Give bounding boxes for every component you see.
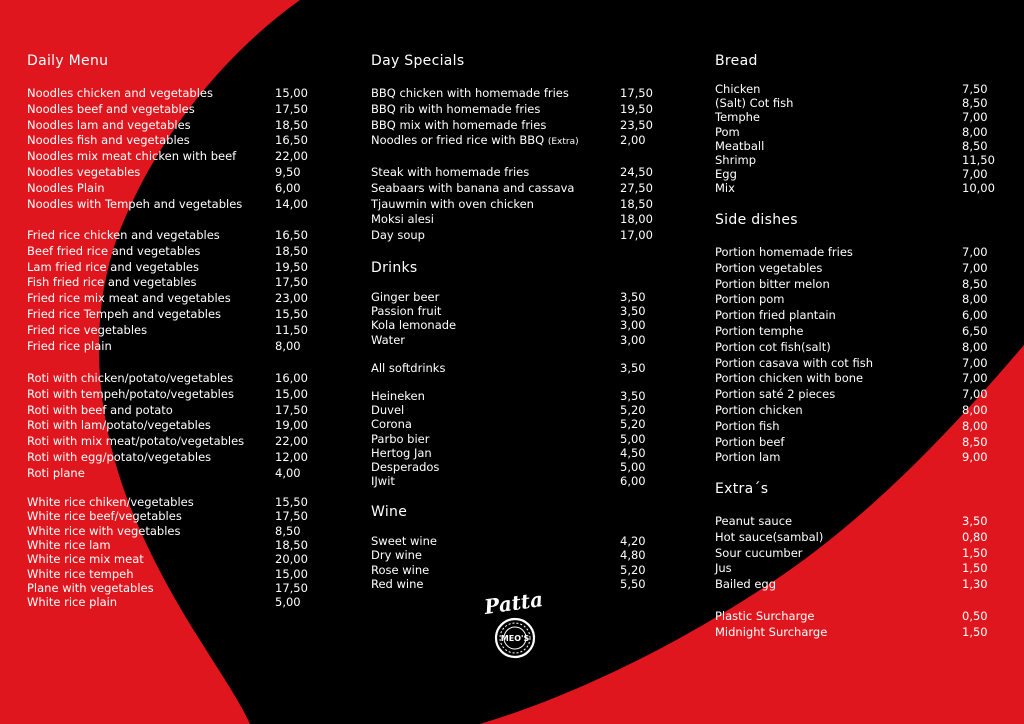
menu-item-name: Day soup [371,228,425,243]
menu-item-name: White rice tempeh [27,566,134,581]
menu-item-name: Dry wine [371,548,423,563]
menu-item-price: 11,50 [275,322,308,337]
menu-item-name: Passion fruit [371,304,442,319]
menu-item-price: 4,80 [620,548,646,563]
menu-item-name: White rice chiken/vegetables [27,495,194,509]
menu-item-price: 8,50 [962,96,988,111]
menu-item-price: 4,00 [275,465,301,480]
menu-item-name: Noodles fish and vegetables [27,133,190,148]
menu-item-name: Steak with homemade fries [371,165,530,179]
menu-item-price: 8,50 [962,138,988,153]
extras-title: Extra´s [715,481,769,497]
menu-item-price: 22,00 [275,149,308,164]
menu-item-price: 8,00 [962,124,988,139]
menu-item-price: 12,00 [275,450,308,464]
menu-item-name: Portion fish [715,418,780,433]
bread-title: Bread [715,53,758,69]
menu-item-price: 8,00 [962,339,988,354]
menu-item-price: 0,80 [962,529,988,544]
menu-item-name: Plastic Surcharge [715,609,815,623]
menu-item-name: Heineken [371,389,425,403]
menu-item-name: Moksi alesi [371,212,434,227]
menu-item-price: 3,50 [620,361,646,375]
menu-item-price: 7,00 [962,167,988,182]
menu-item-price: 8,00 [962,292,988,307]
menu-item-name: BBQ mix with homemade fries [371,117,547,132]
menu-item-price: 23,50 [620,117,653,132]
menu-item-price: 5,20 [620,562,646,577]
menu-item-price: 19,50 [275,259,308,274]
menu-item-name: Roti with beef and potato [27,402,173,417]
menu-item-name: Noodles Plain [27,180,105,195]
menu-item-name: Noodles or fried rice with BBQ (Extra) [371,133,579,148]
day-specials-title: Day Specials [371,53,465,69]
menu-item-name: Desperados [371,460,440,474]
menu-item-price: 5,00 [275,595,301,610]
menu-item-name: Portion temphe [715,324,804,338]
menu-item-price: 15,50 [275,307,308,321]
menu-item-name: Portion saté 2 pieces [715,387,836,402]
menu-item-name: Noodles beef and vegetables [27,101,195,116]
menu-item-name: Corona [371,417,412,432]
menu-item-price: 1,50 [962,545,988,560]
menu-item-name: Midnight Surcharge [715,624,828,639]
menu-item-name: Shrimp [715,153,757,167]
menu-item-price: 10,00 [962,181,995,196]
menu-item-price: 3,00 [620,318,646,333]
wine-title: Wine [371,504,408,520]
menu-item-name: Beef fried rice and vegetables [27,243,201,258]
menu-item-name: Fried rice Tempeh and vegetables [27,307,222,321]
menu-item-name: Kola lemonade [371,318,457,333]
menu-item-name: White rice beef/vegetables [27,509,182,524]
menu-item-name: Bailed egg [715,577,777,592]
menu-item-name: Portion cot fish(salt) [715,339,831,354]
menu-item-price: 3,50 [620,389,646,403]
menu-item-name: Noodles lam and vegetables [27,117,191,132]
menu-item-name: Egg [715,167,737,182]
menu-item-price: 8,50 [962,276,988,291]
menu-item-price: 7,00 [962,260,988,275]
menu-item-name: Fried rice plain [27,338,112,353]
menu-item-price: 2,00 [620,133,646,148]
menu-item-name: Noodles vegetables [27,165,141,179]
menu-item-name: Peanut sauce [715,514,793,528]
menu-item-name: White rice lam [27,537,111,552]
menu-item-name: Rose wine [371,562,430,577]
menu-item-name: White rice with vegetables [27,523,181,538]
menu-item-price: 4,50 [620,445,646,460]
menu-item-name: All softdrinks [371,361,446,375]
menu-item-price: 0,50 [962,609,988,623]
menu-item-price: 4,20 [620,534,646,548]
patta-meos-logo [480,586,550,666]
menu-item-name: Ginger beer [371,290,440,304]
menu-item-name: Jus [715,561,732,576]
menu-item-name: Meatball [715,138,765,153]
menu-item-name: Sour cucumber [715,545,803,560]
menu-item-price: 27,50 [620,180,653,195]
menu-item-price: 7,00 [962,245,988,259]
menu-item-price: 17,50 [275,101,308,116]
menu-item-name: Roti with egg/potato/vegetables [27,450,212,464]
menu-item-name: Lam fried rice and vegetables [27,259,199,274]
menu-item-name: Seabaars with banana and cassava [371,180,575,195]
menu-item-price: 8,00 [275,338,301,353]
menu-item-name: BBQ rib with homemade fries [371,101,541,116]
menu-item-name: Fried rice chicken and vegetables [27,228,220,242]
menu-item-price: 7,50 [962,82,988,96]
menu-item-price: 17,00 [620,228,653,243]
menu-item-price: 16,00 [275,371,308,385]
menu-item-price: 11,50 [962,153,995,167]
menu-item-price: 5,00 [620,460,646,474]
menu-item-price: 8,50 [275,523,301,538]
menu-item-price: 18,50 [275,117,308,132]
menu-item-name: Portion homemade fries [715,245,853,259]
menu-item-price: 7,00 [962,387,988,402]
menu-item-price: 15,50 [275,495,308,509]
menu-item-name: Fish fried rice and vegetables [27,275,197,290]
menu-item-name: Roti plane [27,465,85,480]
menu-item-name: Portion vegetables [715,260,823,275]
menu-item-price: 23,00 [275,291,308,306]
menu-item-price: 3,00 [620,332,646,347]
menu-item-name: Portion pom [715,292,785,307]
menu-item-name: Temphe [715,110,761,125]
menu-item-price: 18,00 [620,212,653,227]
menu-item-name: Chicken [715,82,761,96]
menu-item-name: Roti with chicken/potato/vegetables [27,371,234,385]
menu-item-price: 6,00 [620,474,646,489]
menu-item-name: Portion fried plantain [715,308,836,323]
menu-item-price: 3,50 [962,514,988,528]
menu-item-name: Hot sauce(sambal) [715,529,824,544]
menu-item-price: 8,50 [962,434,988,449]
menu-item-name: Fried rice mix meat and vegetables [27,291,231,306]
menu-item-price: 16,50 [275,228,308,242]
menu-item-price: 8,00 [962,418,988,433]
menu-item-name: BBQ chicken with homemade fries [371,86,569,100]
menu-item-price: 18,50 [620,196,653,211]
menu-item-name: Red wine [371,576,424,591]
menu-item-name: White rice plain [27,595,118,610]
menu-item-price: 1,50 [962,624,988,639]
menu-item-price: 17,50 [275,509,308,524]
menu-item-name: Noodles mix meat chicken with beef [27,149,237,164]
drinks-title: Drinks [371,260,418,276]
menu-item-name: Tjauwmin with oven chicken [371,196,534,211]
menu-item-price: 9,00 [962,450,988,465]
menu-item-name: Plane with vegetables [27,580,154,595]
menu-item-price: 17,50 [275,402,308,417]
menu-item-name: Roti with mix meat/potato/vegetables [27,434,245,449]
menu-item-price: 15,00 [275,566,308,581]
menu-item-price: 17,50 [275,580,308,595]
menu-item-name: Portion casava with cot fish [715,355,873,370]
menu-item-price: 19,00 [275,418,308,433]
menu-item-name: IJwit [371,474,395,489]
menu-item-name: Roti with tempeh/potato/vegetables [27,386,234,401]
menu-item-price: 18,50 [275,243,308,258]
menu-item-price: 15,00 [275,86,308,100]
menu-item-price: 1,30 [962,577,988,592]
menu-item-note: (Extra) [547,137,579,148]
menu-item-name: Hertog Jan [371,445,432,460]
menu-item-name: Pom [715,124,740,139]
menu-item-price: 3,50 [620,290,646,304]
menu-item-price: 16,50 [275,133,308,148]
menu-item-price: 17,50 [275,275,308,290]
menu-item-name: Noodles with Tempeh and vegetables [27,196,243,211]
menu-item-price: 19,50 [620,101,653,116]
menu-item-price: 5,00 [620,431,646,446]
menu-item-price: 7,00 [962,371,988,386]
menu-item-price: 6,50 [962,324,988,338]
menu-item-name: Parbo bier [371,431,430,446]
menu-item-name: Portion bitter melon [715,276,830,291]
menu-item-name: Portion beef [715,434,785,449]
daily-menu-title: Daily Menu [27,53,109,69]
menu-item-name: Fried rice vegetables [27,322,148,337]
side-dishes-title: Side dishes [715,212,798,228]
menu-item-name: Sweet wine [371,534,437,548]
logo-wordmark: Patta [482,587,545,620]
menu-item-price: 9,50 [275,165,301,179]
menu-item-name: Mix [715,181,735,196]
menu-item-price: 6,00 [275,180,301,195]
menu-item-name: Noodles chicken and vegetables [27,86,213,100]
menu-item-price: 1,50 [962,561,988,576]
menu-item-name: Portion lam [715,450,781,465]
menu-item-price: 18,50 [275,537,308,552]
menu-item-price: 20,00 [275,552,308,567]
menu-item-price: 8,00 [962,403,988,417]
menu-item-name: Water [371,332,405,347]
logo-seal-text: MEO'S [500,634,530,643]
menu-item-price: 6,00 [962,308,988,323]
menu-item-price: 17,50 [620,86,653,100]
menu-item-name: Roti with lam/potato/vegetables [27,418,211,433]
menu-item-price: 7,00 [962,355,988,370]
menu-item-name: White rice mix meat [27,552,144,567]
menu-item-name: Portion chicken with bone [715,371,864,386]
menu-item-price: 7,00 [962,110,988,125]
menu-item-price: 3,50 [620,304,646,319]
menu-item-price: 15,00 [275,386,308,401]
menu-item-name: Duvel [371,403,405,418]
menu-item-name: (Salt) Cot fish [715,96,794,111]
menu-item-price: 5,20 [620,403,646,418]
menu-item-price: 5,20 [620,417,646,432]
menu-item-price: 24,50 [620,165,653,179]
menu-item-price: 14,00 [275,196,308,211]
menu-item-name: Portion chicken [715,403,803,417]
menu-item-price: 22,00 [275,434,308,449]
menu-item-price: 5,50 [620,576,646,591]
